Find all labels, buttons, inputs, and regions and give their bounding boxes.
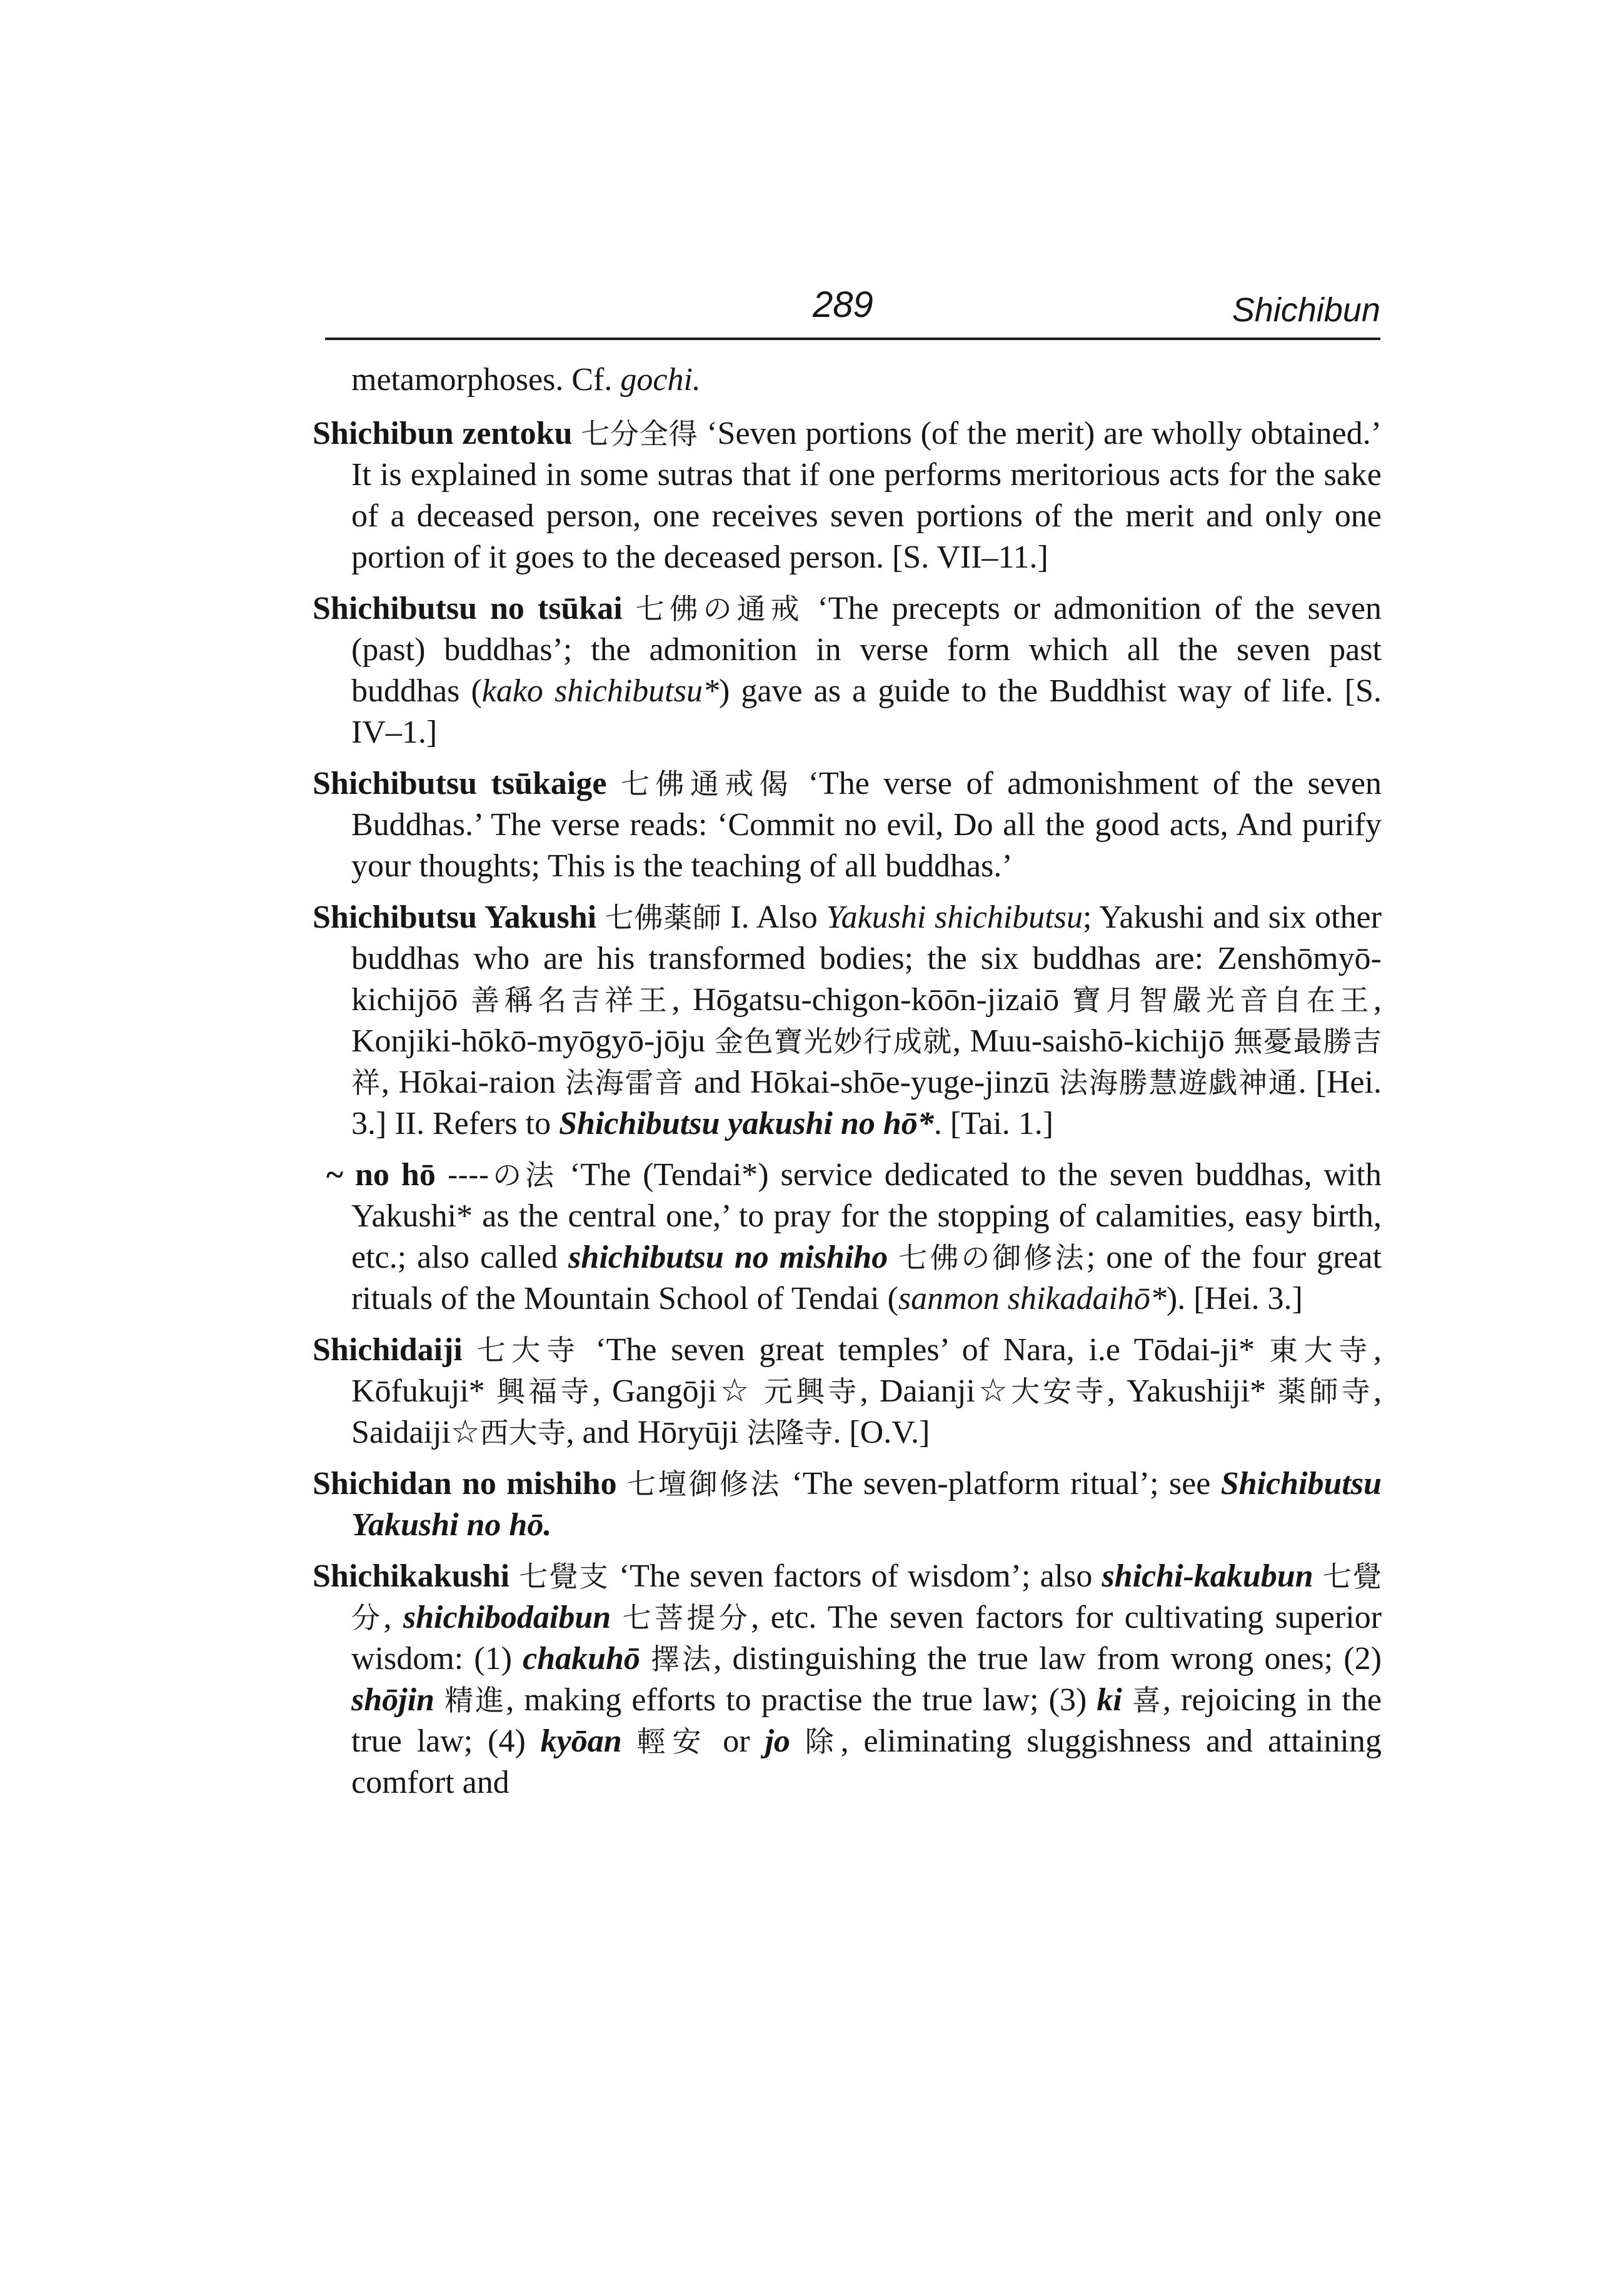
entry-shichidaiji: Shichidaiji 七大寺 ‘The seven great temples’ of Nara, i.e Tōdai-ji* 東大寺, Kōfukuji* 興福寺, Gangōji☆ 元興寺, Daianji☆大安寺, Yakushiji* 薬師寺, Saidaiji☆西大寺, and Hōryūji 法隆寺. [O.V.]	[313, 1332, 1382, 1450]
running-head: Shichibun	[1232, 291, 1380, 329]
headword-kanji: 七佛の通戒	[635, 592, 805, 626]
headword-kanji: 七壇御修法	[626, 1467, 781, 1501]
source-reference: [S. VII–11.]	[891, 539, 1048, 575]
entry-continuation: metamorphoses. Cf. gochi.	[351, 362, 701, 398]
entry-shichibutsu-no-tsukai: Shichibutsu no tsūkai 七佛の通戒 ‘The precepts or admonition of the seven (past) buddhas’; the admonition in verse form which all the seven past buddhas (kako shichibutsu*) gave as a guide to the Buddhist way of life. [S. IV–1.]	[313, 591, 1382, 750]
headword-kanji: ----の法	[447, 1158, 558, 1192]
definition: ‘Seven portions (of the merit) are wholly obtained.’ It is explained in some sutras that if one performs meritorious acts for the sake of a deceased person, one receives seven portions of the merit and only one portion of it goes to the deceased person.	[351, 416, 1382, 575]
page-number: 289	[813, 284, 873, 325]
entry-shichibun-zentoku	[313, 413, 1382, 578]
headword: Shichibun zentoku	[313, 416, 573, 451]
definition: ‘The verse of admonishment of the seven Buddhas.’ The verse reads: ‘Commit no evil, Do all the good acts, And purify your thoughts; This is the teaching of all buddhas.’	[351, 766, 1382, 884]
entry-no-ho: ~ no hō ----の法 ‘The (Tendai*) service dedicated to the seven buddhas, with Yakushi* as the central one,’ to pray for the stopping of calamities, easy birth, etc.; also called shichibutsu no mishiho 七佛の御修法; one of the four great rituals of the Mountain School of Tendai (sanmon shikadaihō*). [Hei. 3.]	[326, 1157, 1382, 1316]
dictionary-column	[313, 359, 1382, 1813]
header-rule	[325, 338, 1380, 340]
headword-kanji: 七佛薬師	[605, 901, 722, 935]
headword-kanji: 七佛通戒偈	[620, 767, 795, 801]
cross-reference: kako shichibutsu*	[481, 673, 719, 709]
headword-kanji: 七分全得	[581, 417, 698, 451]
entry-shichibutsu-yakushi: Shichibutsu Yakushi 七佛薬師 I. Also Yakushi shichibutsu; Yakushi and six other buddhas who are his transformed bodies; the six buddhas are: Zenshōmyō-kichijōō 善稱名吉祥王, Hōgatsu-chigon-kōōn-jizaiō 寶月智嚴光音自在王, Konjiki-hōkō-myōgyō-jōju 金色寶光妙行成就, Muu-saishō-kichijō 無憂最勝吉祥, Hōkai-raion 法海雷音 and Hōkai-shōe-yuge-jinzū 法海勝慧遊戯神通. [Hei. 3.] II. Refers to Shichibutsu yakushi no hō*. [Tai. 1.]	[313, 900, 1382, 1141]
headword: Shichibutsu no tsūkai	[313, 591, 623, 626]
headword: Shichibutsu tsūkaige	[313, 766, 607, 801]
entry-shichikakushi: Shichikakushi 七覺支 ‘The seven factors of wisdom’; also shichi-kakubun 七覺分, shichibodaibun 七菩提分, etc. The seven factors for cultivating superior wisdom: (1) chakuhō 擇法, distinguishing the true law from wrong ones; (2) shōjin 精進, making efforts to practise the true law; (3) ki 喜, rejoicing in the true law; (4) kyōan 輕安 or jo 除, eliminating sluggishness and attaining comfort and	[313, 1558, 1382, 1800]
cross-reference: gochi.	[620, 362, 701, 398]
headword: Shichikakushi	[313, 1558, 510, 1594]
entry-shichidan-no-mishiho: Shichidan no mishiho 七壇御修法 ‘The seven-platform ritual’; see Shichibutsu Yakushi no hō.	[313, 1466, 1382, 1543]
cross-reference: sanmon shikadaihō*	[898, 1281, 1167, 1316]
cross-reference: Shichibutsu yakushi no hō*	[559, 1106, 934, 1141]
headword-kanji: 七大寺	[476, 1333, 581, 1367]
headword-kanji: 七覺支	[519, 1560, 610, 1593]
entry-shichibutsu-tsukaige	[313, 763, 1382, 887]
headword: ~ no hō	[326, 1157, 436, 1193]
headword: Shichibutsu Yakushi	[313, 900, 597, 935]
headword: Shichidan no mishiho	[313, 1466, 617, 1501]
headword: Shichidaiji	[313, 1332, 463, 1368]
source-reference: [S. IV–1.]	[351, 673, 1382, 750]
page-header	[325, 280, 1380, 343]
cross-reference: Shichibutsu Yakushi no hō.	[351, 1466, 1382, 1543]
